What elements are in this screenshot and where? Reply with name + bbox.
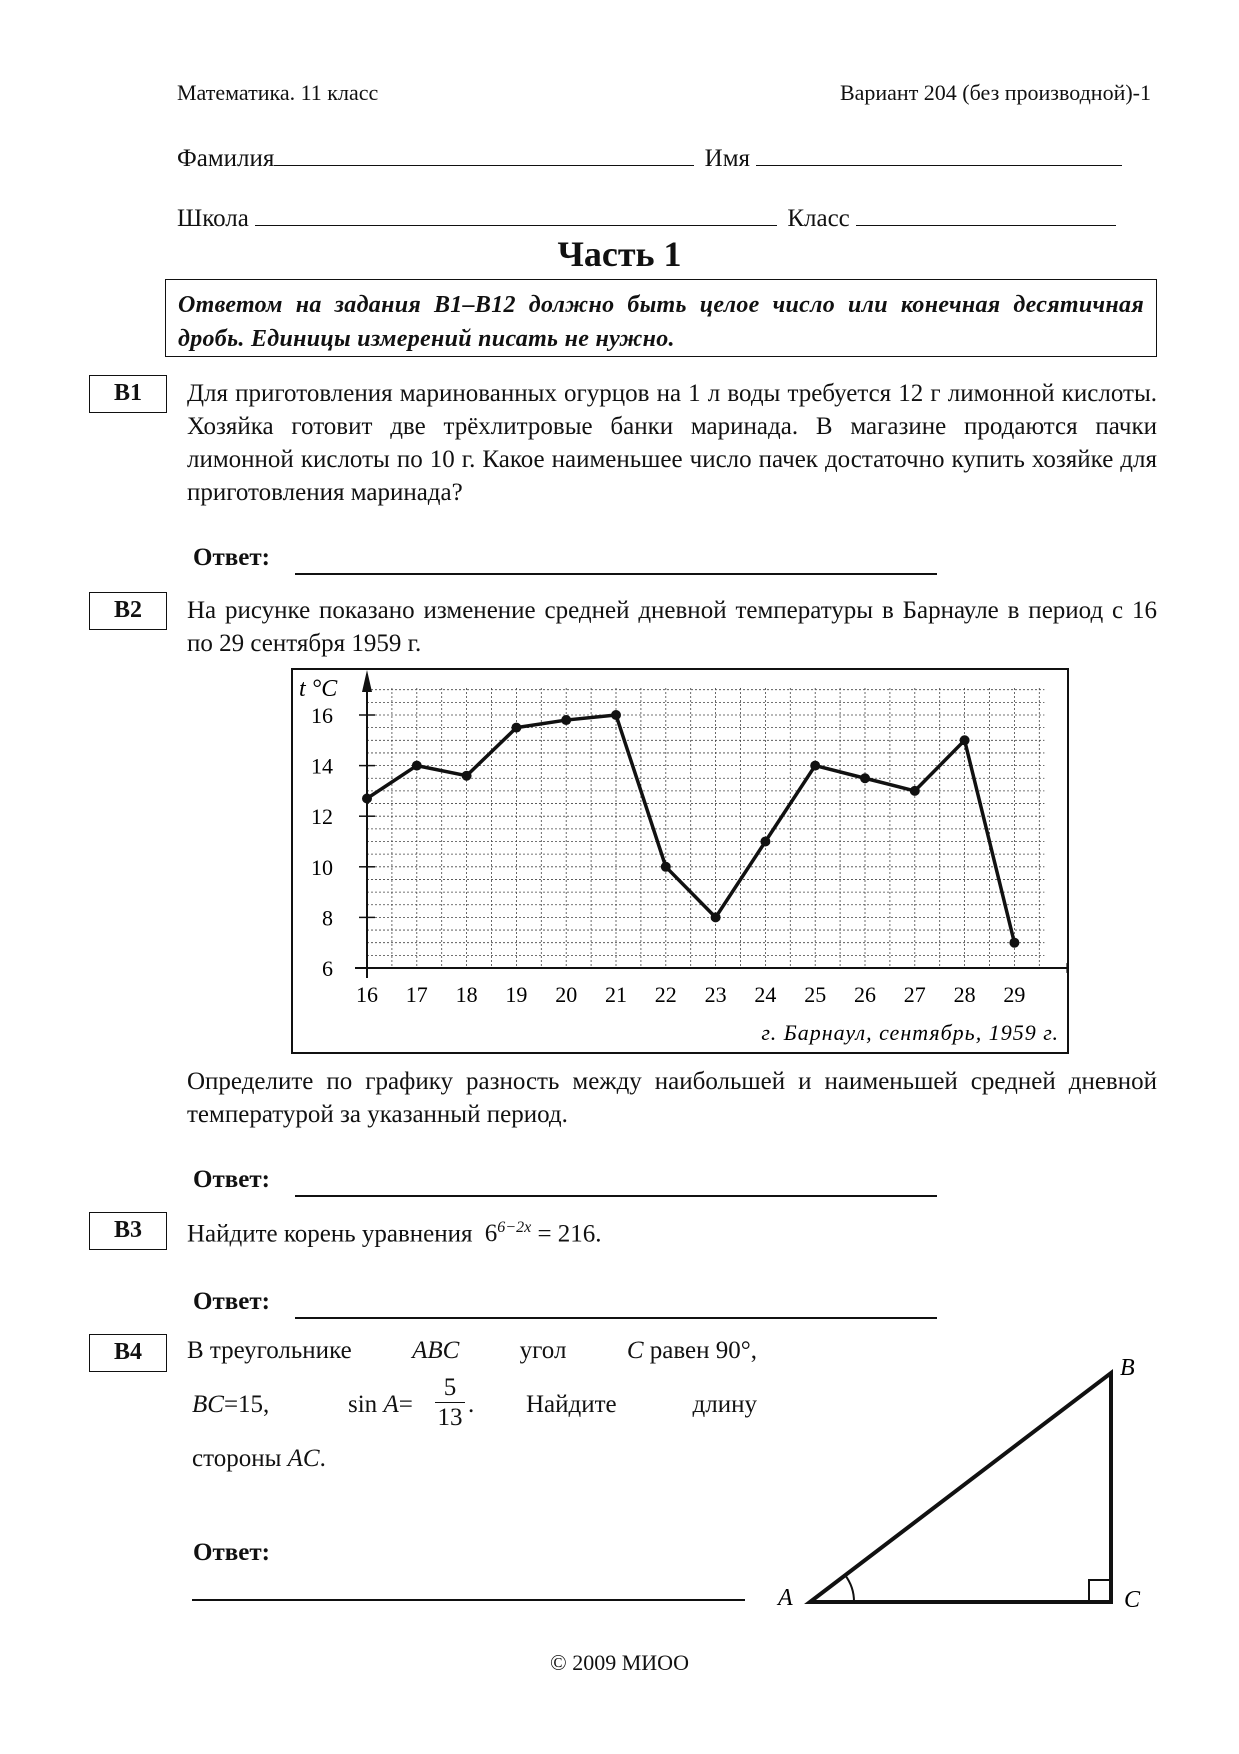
x-tick-label: 29 <box>1003 982 1026 1007</box>
task-b2-text: На рисунке показано изменение средней дневной температуры в Барнауле в период с 16 по 29 сентября 1959 г. <box>187 597 1157 657</box>
temperature-point <box>1009 938 1019 948</box>
side-ac: AC <box>287 1445 320 1472</box>
side-bc-value: =15, <box>223 1391 270 1418</box>
angle-c: C <box>626 1337 644 1364</box>
temperature-point <box>860 773 870 783</box>
vertex-label-b: B <box>1120 1355 1135 1381</box>
fraction-numerator: 5 <box>435 1374 465 1403</box>
instruction-box: Ответом на задания В1–В12 должно быть целое число или конечная десятичная дробь. Единицы измерений писать не нужно. <box>165 279 1157 357</box>
temperature-point <box>611 710 621 720</box>
x-tick-label: 22 <box>654 982 677 1007</box>
temperature-point <box>561 715 571 725</box>
answer-line-b4[interactable] <box>192 1599 745 1601</box>
temperature-chart-frame <box>291 668 1069 1054</box>
y-axis-arrow <box>362 670 372 692</box>
y-tick-label: 10 <box>311 854 333 880</box>
task-b4-length: длину <box>692 1391 757 1418</box>
task-b1-text: Для приготовления маринованных огурцов на 1 л воды требуется 12 г лимонной кислоты. Хозяйка готовит две трёхлитровые банки маринада. В магазине продаются пачки лимонной кислоты по 10 г. Какое наименьшее число пачек достаточно купить хозяйке для приготовления маринада? <box>187 380 1157 506</box>
task-b4-line2: BC=15, sin A= $\frac{5}{13}$ . Найдите длину <box>192 1374 757 1431</box>
x-tick-label: 16 <box>356 982 378 1007</box>
y-tick-label: 6 <box>322 956 333 981</box>
task-tag-b2: В2 <box>89 592 167 630</box>
school-row <box>177 203 1116 233</box>
temperature-point <box>711 912 721 922</box>
surname-label: Фамилия <box>177 145 275 172</box>
task-b4-side: стороны <box>192 1445 282 1472</box>
footer-copyright: © 2009 МИОО <box>550 1650 689 1675</box>
x-tick-label: 25 <box>804 982 827 1007</box>
x-tick-label: 27 <box>903 982 926 1007</box>
temperature-point <box>960 735 970 745</box>
x-tick-label: 20 <box>555 982 578 1007</box>
task-b2-question: Определите по графику разность между наибольшей и наименьшей средней дневной температурой за указанный период. <box>187 1068 1157 1128</box>
chart-ticks <box>311 703 1025 1007</box>
answer-label-b1: Ответ: <box>193 544 270 571</box>
task-b3-text <box>187 1219 602 1248</box>
y-tick-label: 8 <box>322 905 333 931</box>
task-b4-find: Найдите <box>526 1391 617 1418</box>
answer-label-b3: Ответ: <box>193 1288 270 1315</box>
sin-func: sin <box>348 1391 378 1418</box>
variant-header: Вариант 204 (без производной)-1 <box>839 80 1151 105</box>
temperature-point <box>412 761 422 771</box>
temperature-point <box>462 771 472 781</box>
temperature-point <box>910 786 920 796</box>
sin-eq: = <box>398 1391 413 1418</box>
subject-header: Математика. 11 класс <box>177 80 379 105</box>
surname-row <box>177 143 1122 173</box>
triangle-name: ABC <box>412 1337 460 1364</box>
angle-a-arc <box>845 1575 854 1602</box>
side-bc: BC <box>192 1391 224 1418</box>
answer-line-b3[interactable] <box>295 1317 937 1319</box>
temperature-chart <box>293 670 1067 1052</box>
equation-base: 6 <box>484 1220 498 1248</box>
equation-rest: = 216. <box>537 1220 602 1248</box>
school-label: Школа <box>177 205 249 232</box>
x-tick-label: 18 <box>455 982 478 1007</box>
part-title: Часть 1 <box>557 234 682 274</box>
chart-caption: г. Барнаул, сентябрь, 1959 г. <box>761 1020 1059 1045</box>
y-axis-label: t °C <box>299 676 338 702</box>
x-tick-label: 24 <box>754 982 777 1007</box>
chart-axes <box>355 670 1067 978</box>
grade-label: Класс <box>787 205 850 232</box>
task-b4-line1 <box>187 1337 757 1365</box>
task-tag-b4: В4 <box>89 1334 167 1372</box>
x-axis-arrow <box>1066 963 1067 973</box>
equation-exponent: 6−2x <box>497 1219 532 1236</box>
temperature-point <box>810 761 820 771</box>
vertex-label-a: A <box>778 1585 793 1611</box>
x-tick-label: 23 <box>704 982 727 1007</box>
x-tick-label: 26 <box>854 982 876 1007</box>
surname-line <box>274 143 694 166</box>
answer-line-b1[interactable] <box>295 573 937 575</box>
sin-var: A <box>383 1391 399 1418</box>
task-b4-text-a: В треугольнике <box>187 1337 352 1364</box>
temperature-point <box>760 837 770 847</box>
x-tick-label: 17 <box>405 982 428 1007</box>
name-line <box>756 143 1122 166</box>
fraction-denominator: 13 <box>437 1404 463 1431</box>
y-tick-label: 16 <box>311 703 333 728</box>
task-b4-text-b: угол <box>519 1337 567 1364</box>
temperature-point <box>661 862 671 872</box>
temperature-point <box>511 723 521 733</box>
task-b4-text-d: равен 90°, <box>649 1337 757 1364</box>
y-tick-label: 14 <box>311 753 333 779</box>
x-tick-label: 19 <box>505 982 528 1007</box>
triangle-figure <box>770 1345 1150 1625</box>
y-tick-label: 12 <box>311 804 333 830</box>
triangle-abc <box>810 1373 1111 1602</box>
task-tag-b1: В1 <box>89 375 167 413</box>
grade-line <box>856 203 1116 226</box>
answer-label-b2: Ответ: <box>193 1166 270 1193</box>
temperature-point <box>362 793 372 803</box>
vertex-label-c: C <box>1124 1587 1141 1613</box>
x-tick-label: 21 <box>605 982 627 1007</box>
name-label: Имя <box>704 145 751 172</box>
chart-grid <box>367 688 1044 968</box>
fraction <box>435 1374 465 1433</box>
answer-label-b4: Ответ: <box>193 1539 270 1566</box>
right-angle-mark <box>1089 1580 1111 1602</box>
answer-line-b2[interactable] <box>295 1195 937 1197</box>
x-tick-label: 28 <box>953 982 976 1007</box>
task-tag-b3: В3 <box>89 1212 167 1250</box>
task-b4-line3: стороны AC. <box>192 1445 326 1472</box>
school-line <box>255 203 777 226</box>
task-b3-prompt: Найдите корень уравнения <box>187 1220 473 1248</box>
